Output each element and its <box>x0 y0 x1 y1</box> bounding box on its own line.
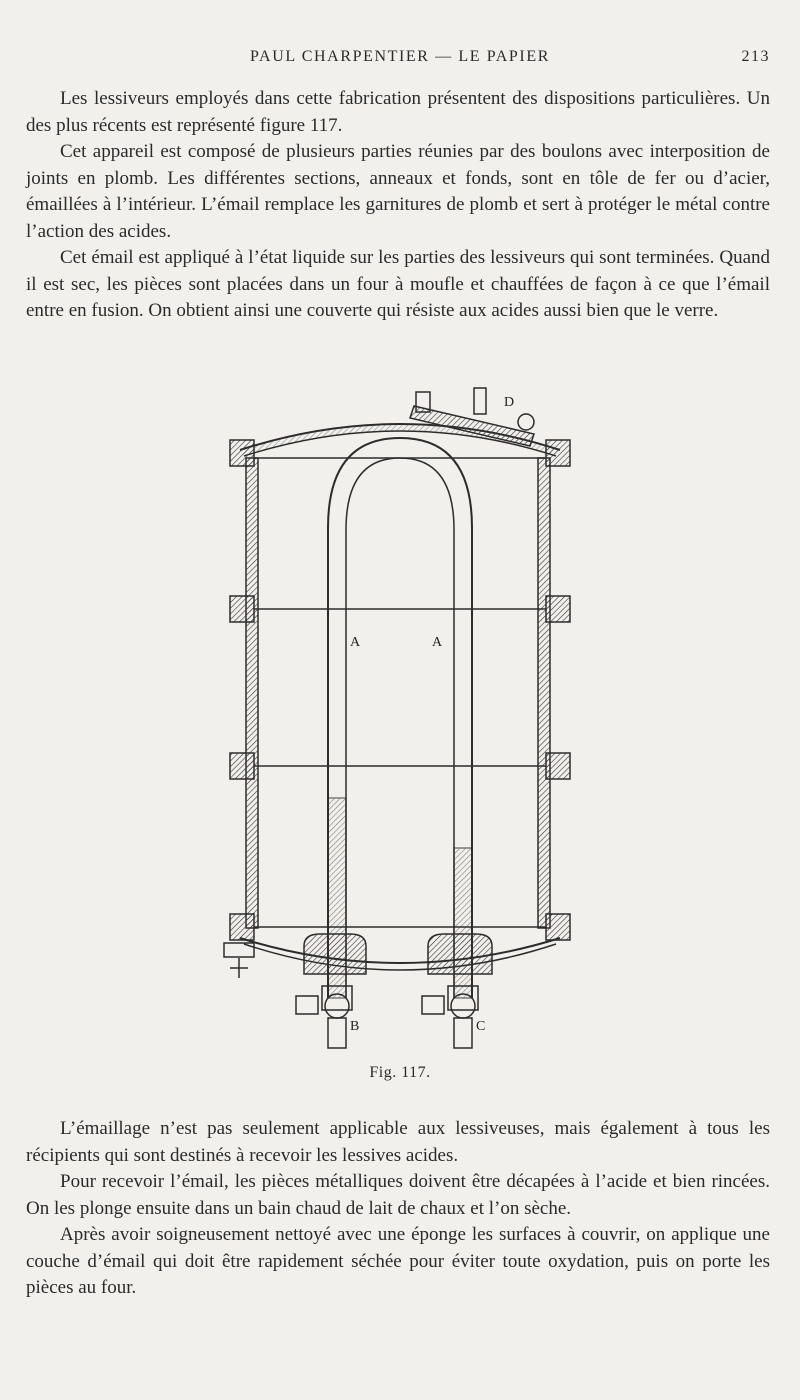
figure-caption: Fig. 117. <box>369 1064 431 1081</box>
label-c: C <box>476 1019 486 1034</box>
paragraph: Pour recevoir l’émail, les pièces métalliques doivent être décapées à l’acide et bien rincées. On les plonge ensuite dans un bain chaud de lait de chaux et l’on sèche. <box>26 1171 770 1219</box>
paragraph: Cet appareil est composé de plusieurs parties réunies par des boulons avec interposition de joints en plomb. Les différentes sections, anneaux et fonds, sont en tôle de fer ou d’acier, émaillées à l’intérieur. L’émail remplace les garnitures de plomb et sert à protéger le métal contre l’action des acides. <box>26 141 770 242</box>
paragraph: Les lessiveurs employés dans cette fabrication présentent des dispositions particulières. Un des plus récents est représenté figure 117. <box>26 88 770 136</box>
label-d: D <box>504 395 515 410</box>
body-text-bottom <box>26 1116 770 1302</box>
page-number: 213 <box>741 48 770 65</box>
paragraph: L’émaillage n’est pas seulement applicable aux lessiveuses, mais également à tous les récipients qui sont destinés à recevoir les lessives acides. <box>26 1118 770 1166</box>
running-title: PAUL CHARPENTIER — LE PAPIER <box>250 48 550 65</box>
running-head <box>30 48 770 72</box>
label-a-right: A <box>432 635 443 650</box>
figure-117 <box>200 378 600 1058</box>
label-b: B <box>350 1019 360 1034</box>
paragraph: Cet émail est appliqué à l’état liquide sur les parties des lessiveurs qui sont terminées. Quand il est sec, les pièces sont placées dans un four à moufle et chauffées de façon à ce que l’émail entre en fusion. On obtient ainsi une couverte qui résiste aux acides aussi bien que le verre. <box>26 247 770 321</box>
body-text-top <box>26 86 770 325</box>
boiler-illustration <box>200 378 600 1058</box>
paragraph: Après avoir soigneusement nettoyé avec une éponge les surfaces à couvrir, on applique une couche d’émail qui doit être rapidement séchée pour éviter toute oxydation, puis on porte les pièces au four. <box>26 1224 770 1298</box>
label-a-left: A <box>350 635 361 650</box>
